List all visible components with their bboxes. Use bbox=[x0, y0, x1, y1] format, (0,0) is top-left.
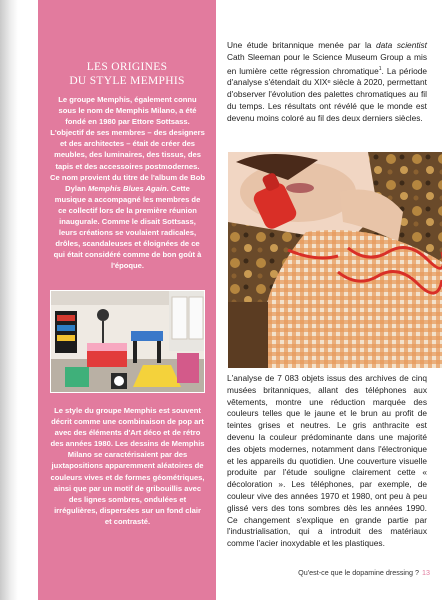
footer-label: Qu'est-ce que le dopamine dressing ? bbox=[298, 568, 419, 577]
sidebar-para1-part1: Le groupe Memphis, également connu sous le nom de Memphis Milano, a été fondé en 1980 par Ettore Sottsass. L'objectif de ses membres – des designers et des architectes – était de créer des meubles, des luminaires, des tissus, des tapis et des accessoires postmodernes. Ce nom provient du titre de l'album de Bob Dylan bbox=[50, 95, 205, 193]
main-paragraph-2: L'analyse de 7 083 objets issus des archives de cinq musées britanniques, allant des téléphones aux vêtements, montre une réduction marquée des couleurs telles que le jaune et le brun au profit de teintes grises et neutres. Le gris anthracite est devenu la couleur prédominante dans une majorité des objets modernes, notamment dans l'électronique et les appareils du quotidien. Une couverture visuelle produite par l'étude souligne clairement cette « décoloration ». Les téléphones, par exemple, de couleur vive des années 1970 et 1980, ont peu à peu glissé vers des tons sombres dès les années 1990. Ce changement s'explique en grande partie par l'industrialisation, qui a introduit des matériaux comme l'acier inoxydable et les plastiques. bbox=[227, 373, 427, 549]
sidebar-title-line2: DU STYLE MEMPHIS bbox=[69, 75, 185, 87]
sidebar-para1-part2: . Cette musique a accompagné les membres de ce collectif lors de la première réunion inaugurale. Comme le disait Sottsass, leurs créations se voulaient radicales, drôles, scandaleuses et éloignées de ce qui était considéré comme de bon goût à l'époque. bbox=[53, 183, 202, 271]
footnote-ref: 1 bbox=[378, 65, 382, 72]
main-paragraph-1 bbox=[227, 40, 427, 124]
sidebar-paragraph-1 bbox=[50, 94, 205, 272]
data-scientist-term: data scientist bbox=[376, 40, 427, 50]
main-para1-b: Cath Sleeman pour le Science Museum Group a mis en lumière cette régression chromatique bbox=[227, 51, 427, 76]
page-spine-shadow bbox=[0, 0, 18, 600]
page-footer bbox=[260, 568, 430, 577]
memphis-interior-illustration bbox=[51, 291, 205, 393]
sidebar-title-line1: LES ORIGINES bbox=[86, 61, 168, 73]
main-para1-c: . La période d'analyse s'étendait du XIXᵉ siècle à 2020, permettant d'observer l'évolution des palettes chromatiques au fil du temps. Les résultats ont révélé que le monde est devenu moins coloré au fil des deux derniers siècles. bbox=[227, 65, 427, 123]
sidebar-title bbox=[38, 60, 216, 88]
page-number: 13 bbox=[422, 568, 430, 577]
sidebar-paragraph-2: Le style du groupe Memphis est souvent décrit comme une combinaison de pop art avec des éléments d'Art déco et de rétro des années 1980. Les dessins de Memphis Milano se caractérisaient par des juxtapositions apparemment aléatoires de couleurs vives et de formes géométriques, ainsi que par un motif de gribouillis avec des lignes sombres, ondulées et irrégulières, dispersées sur un fond clair et contrasté. bbox=[50, 406, 205, 526]
album-title: Memphis Blues Again bbox=[87, 183, 167, 193]
woman-telephone-illustration bbox=[228, 152, 442, 368]
memphis-interior-photo bbox=[50, 290, 205, 393]
woman-telephone-photo bbox=[228, 152, 442, 368]
main-para1-a: Une étude britannique menée par la bbox=[227, 40, 377, 50]
